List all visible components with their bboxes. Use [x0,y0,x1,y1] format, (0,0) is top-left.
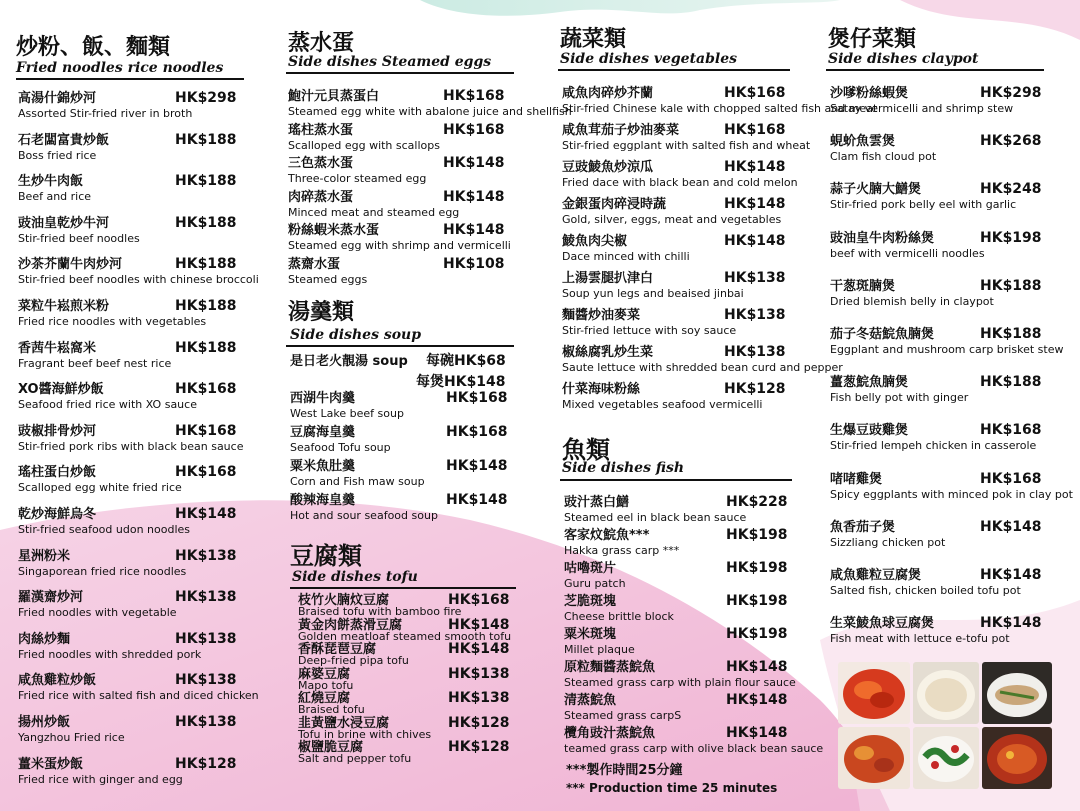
dish-name: 瑤柱蛋白炒飯 [18,465,97,481]
dish-price: HK$138 [175,630,237,647]
dish-name: 肉碎蒸水蛋 [288,189,354,205]
dish-english-name: West Lake beef soup [290,407,404,420]
dish-price: HK$128 [448,739,510,755]
dish-name: 麻婆豆腐 [298,666,351,682]
dish-english-name: Steamed egg white with abalone juice and shellfish [288,105,572,118]
dish-price: HK$148 [726,725,788,741]
dish-english-name: Stir-fried beef noodles with chinese broccoli [18,273,259,287]
dish-price: HK$148 [448,616,510,633]
dish-english-name: Steamed egg with shrimp and vermicelli [288,239,511,252]
dish-price: HK$168 [980,470,1042,487]
dish-english-name: Singaporean fried rice noodles [18,564,187,578]
dish-price: HK$138 [724,270,786,286]
dish-price: HK$198 [726,560,788,576]
dish-english-name: Stir-fried Chinese kale with chopped salted fish and meat [562,102,878,115]
dish-name: 沙茶芥蘭牛肉炒河 [18,257,123,273]
dish-name: 香酥琵琶豆腐 [298,642,377,657]
dish-name: 鮑汁元貝蒸蛋白 [288,89,380,104]
dish-name: 魚香茄子煲 [830,519,896,535]
dish-english-name: Stir-fried eggplant with salted fish and wheat [562,139,811,152]
dish-name: 薑米蛋炒飯 [18,756,84,772]
dish-english-name: Dace minced with chilli [562,250,690,263]
dish-english-name: Stir-fried seafood udon noodles [18,523,191,536]
section-subtitle: Side dishes claypot [828,51,979,67]
dish-price: HK$168 [980,422,1042,439]
dish-price: HK$188 [175,298,237,314]
dish-name: 菜粒牛崧煎米粉 [18,299,110,314]
dish-price: HK$148 [980,615,1042,632]
dish-english-name: Salted fish, chicken boiled tofu pot [830,584,1021,597]
dish-name: 瑤柱蒸水蛋 [288,122,354,138]
dish-english-name: Hot and sour seafood soup [290,509,438,522]
dish-english-name: Braised tofu [298,703,365,716]
dish-price: HK$168 [446,424,508,440]
dish-name: 咸魚雞粒炒飯 [18,673,97,689]
dish-english-name: Millet plaque [564,643,635,656]
dish-price: HK$128 [175,755,237,772]
dish-english-name: Salt and pepper tofu [298,752,412,765]
dish-price: HK$188 [980,374,1042,391]
dish-name: 星洲粉米 [18,548,71,564]
dish-english-name: Seafood fried rice with XO sauce [18,398,197,412]
section-subtitle: Side dishes tofu [292,569,418,585]
dish-english-name: Beef and rice [18,190,92,204]
dish-name: 香茜牛崧窩米 [18,340,97,356]
dish-name: 咸魚雞粒豆腐煲 [830,568,922,583]
dish-name: 麵醬炒油麥菜 [562,308,641,323]
dish-price: HK$298 [980,85,1042,101]
dish-price: HK$248 [980,181,1042,198]
dish-price: HK$168 [175,381,237,398]
dish-name: 乾炒海鮮烏冬 [18,507,97,522]
dish-price: HK$138 [175,672,237,689]
dish-name: 三色蒸水蛋 [288,156,354,171]
dish-english-name: Assorted Stir-fried river in broth [18,107,193,120]
dish-name: 枝竹火腩炆豆腐 [298,593,390,608]
dish-english-name: Fried rice with ginger and egg [18,772,183,786]
dish-english-name: Fried noodles with vegetable [18,606,177,620]
dish-price: HK$138 [175,714,237,730]
dish-price: HK$168 [175,422,237,439]
section-subtitle: Side dishes fish [562,460,685,476]
dish-english-name: Steamed eel in black bean sauce [564,511,747,524]
dish-name: 欖角豉汁蒸鯇魚 [564,726,656,741]
dish-price: HK$138 [175,547,237,564]
dish-price: HK$198 [726,593,788,609]
dish-english-name: teamed grass carp with olive black bean sauce [564,742,824,755]
dish-price: HK$148 [724,233,786,249]
spicy-shrimp-photo [838,662,910,724]
dish-price: HK$138 [724,344,786,360]
dish-english-name: Fragrant beef beef nest rice [18,356,172,370]
dish-name: 粟米斑塊 [564,627,617,642]
dish-english-name: Eggplant and mushroom carp brisket stew [830,343,1064,356]
dish-price: HK$268 [980,133,1042,150]
section-subtitle: Side dishes Steamed eggs [288,54,492,70]
dish-price: HK$298 [175,90,237,106]
dish-name: 揚州炒飯 [18,715,71,730]
dish-price: HK$168 [443,121,505,138]
dish-english-name: Steamed grass carp with plain flour sauce [564,676,796,689]
dish-name: 薑葱鯇魚腩煲 [830,375,909,391]
dish-english-name: Clam fish cloud pot [830,150,937,164]
dish-english-name: Yangzhou Fried rice [18,731,125,744]
dish-english-name: Stir-fried pork belly eel with garlic [830,198,1017,212]
dish-price: HK$148 [726,692,788,708]
dish-name: 紅燒豆腐 [298,691,351,706]
dish-price: HK$198 [980,229,1042,246]
dish-english-name: Corn and Fish maw soup [290,475,425,488]
dish-english-name: Boss fried rice [18,148,97,162]
dish-name: 粟米魚肚羹 [290,459,356,474]
dish-english-name: Scalloped egg white fried rice [18,481,182,495]
dish-name: 羅漢齋炒河 [18,590,84,606]
dish-name: 粉絲蝦米蒸水蛋 [288,223,380,238]
dish-price: HK$188 [175,214,237,231]
dish-price: HK$168 [724,122,786,138]
dish-price: HK$148 [980,567,1042,583]
dish-price: HK$128 [724,381,786,397]
dish-price: HK$198 [726,527,788,543]
dish-price: HK$168 [175,464,237,481]
dish-price: HK$168 [724,85,786,101]
section-title: 蔬菜類 [560,27,627,52]
dish-english-name: Fish meat with lettuce e-tofu pot [830,632,1010,646]
dish-english-name: Tofu in brine with chives [298,727,432,741]
dish-english-name: Sizzliang chicken pot [830,535,946,549]
congee-photo [913,662,979,724]
dish-price: HK$188 [980,277,1042,294]
dish-english-name: Soup yun legs and beaised jinbai [562,287,744,300]
dish-english-name: Stir-fried lettuce with soy sauce [562,324,737,337]
dish-price: HK$148 [724,196,786,212]
dish-price: HK$148 [446,492,508,508]
chili-stew-photo [982,727,1052,789]
dish-english-name: Steamed grass carpS [564,709,682,722]
dish-price: HK$188 [175,339,237,356]
dish-price: HK$198 [726,626,788,642]
dish-english-name: Braised tofu with bamboo fire [298,605,462,618]
section-title: 湯羹類 [288,300,355,325]
dish-name: 豉油皇牛肉粉絲煲 [830,230,935,246]
dish-english-name: Fried rice with salted fish and diced chicken [18,689,259,703]
dish-english-name: Saute lettuce with shredded bean curd and pepper [562,361,843,374]
dish-price: HK$188 [175,131,237,148]
section-title: 炒粉、飯、麵類 [16,35,171,60]
dish-english-name: Golden meatloaf steamed smooth tofu [298,629,512,643]
dish-price: HK$148 [175,506,237,522]
dish-english-name: Spicy eggplants with minced pok in clay pot [830,487,1073,501]
fried-dish-photo [838,727,910,789]
dish-name: 豉汁蒸白鱔 [564,495,630,510]
dish-name: 原粒麵醬蒸鯇魚 [564,660,656,675]
dish-name: 椒絲腐乳炒生菜 [562,345,654,360]
section-subtitle: Side dishes soup [290,327,422,343]
dish-name: 沙嗲粉絲蝦煲 [830,86,909,101]
dish-name: 咸魚肉碎炒芥蘭 [562,86,654,101]
production-time-note-en: *** Production time 25 minutes [566,781,778,795]
dish-name: 豉油皇乾炒牛河 [18,215,110,231]
dish-english-name: Fried rice noodles with vegetables [18,315,207,328]
dish-price: HK$138 [724,307,786,323]
dish-english-name: Dried blemish belly in claypot [830,294,994,308]
dish-english-name: Stir-fried lempeh chicken in casserole [830,439,1037,453]
dish-name: 啫啫雞煲 [830,471,883,487]
dish-name: 咸魚茸茄子炒油麥菜 [562,123,680,138]
dish-name: 豆腐海皇羹 [290,425,356,440]
dish-price: HK$108 [443,255,505,272]
production-time-note-zh: ***製作時間25分鐘 [566,763,683,778]
dish-english-name: Stir-fried pork ribs with black bean sauce [18,439,244,453]
dish-english-name: Minced meat and steamed egg [288,205,460,219]
dish-name: 石老闆富貴炒飯 [18,132,110,148]
dish-price: HK$148 [443,188,505,205]
dish-english-name: Stir-fried beef noodles [18,231,140,245]
dish-price: HK$148 [448,641,510,657]
dish-name: 高湯什錦炒河 [18,91,97,106]
dish-english-name: Fried dace with black bean and cold melon [562,176,798,189]
dish-english-name: beef with vermicelli noodles [830,246,985,260]
dish-price: HK$148 [446,458,508,474]
dish-name: 生菜鯪魚球豆腐煲 [830,616,935,632]
dish-english-name: Three-color steamed egg [288,172,427,185]
dish-price: HK$138 [448,665,510,682]
dish-price: HK$188 [980,326,1042,342]
dish-price: HK$148 [443,155,505,171]
dish-name: 上湯雲腿扒津白 [562,271,654,286]
dish-english-name: Fried noodles with shredded pork [18,647,202,661]
dish-price: HK$148 [724,159,786,175]
dish-name: 干葱斑腩煲 [830,278,896,294]
dish-price: HK$168 [443,88,505,104]
dish-name: 蒸齋水蛋 [288,256,341,272]
dish-english-name: Fish belly pot with ginger [830,391,969,405]
greens-stirfry-photo [913,727,979,789]
dish-name: 客家炆鯇魚*** [564,528,650,543]
dish-price: HK$168 [448,592,510,608]
dish-name: 鯪魚肉尖椒 [562,234,628,249]
dish-price: HK$138 [175,589,237,606]
section-title: 豆腐類 [290,542,362,570]
dish-name: 芝脆斑塊 [564,594,617,609]
section-title: 蒸水蛋 [288,31,355,56]
dish-name: 清蒸鯇魚 [564,693,617,708]
dish-english-name: Steamed eggs [288,272,368,286]
dish-english-name: Cheese brittle block [564,610,674,623]
dish-english-name: Mixed vegetables seafood vermicelli [562,398,763,411]
dish-name: 金銀蛋肉碎浸時蔬 [562,197,667,212]
steamed-fish-photo [982,662,1052,724]
section-title: 煲仔菜類 [828,27,917,52]
dish-price: HK$148 [443,222,505,238]
dish-name: 西湖牛肉羹 [290,391,356,406]
section-subtitle: Fried noodles rice noodles [16,60,224,76]
dish-name: 生爆豆豉雞煲 [830,423,909,439]
dish-english-name: Satay vermicelli and shrimp stew [830,102,1014,115]
dish-name: 蒜子火腩大鱔煲 [830,182,922,198]
dish-english-name: Hakka grass carp *** [564,544,680,557]
dish-english-name: Seafood Tofu soup [290,441,391,454]
dish-name: 蜆蚧魚雲煲 [830,134,896,150]
dish-name: 豉椒排骨炒河 [18,423,97,439]
dish-english-name: Scalloped egg with scallops [288,138,440,152]
daily-soup-pot-price: 每煲HK$148 [416,374,506,390]
dish-price: HK$128 [448,714,510,731]
dish-price: HK$188 [175,173,237,190]
dish-name: 茄子冬菇鯇魚腩煲 [830,327,935,342]
dish-name: 什菜海味粉絲 [562,382,641,397]
dish-price: HK$148 [726,659,788,675]
dish-english-name: Guru patch [564,577,626,590]
section-title: 魚類 [562,436,610,464]
dish-name: 黃金肉餅蒸滑豆腐 [298,617,403,633]
dish-name: XO醬海鮮炒飯 [18,382,104,398]
dish-price: HK$188 [175,256,237,273]
daily-soup-name: 是日老火靚湯 soup [290,354,408,369]
dish-price: HK$148 [980,518,1042,535]
section-subtitle: Side dishes vegetables [560,51,738,67]
dish-name: 生炒牛肉飯 [18,174,84,190]
dish-name: 椒鹽脆豆腐 [298,740,364,755]
dish-name: 韭黃鹽水浸豆腐 [298,715,390,731]
dish-name: 酸辣海皇羹 [290,493,356,508]
dish-english-name: Deep-fried pipa tofu [298,654,409,667]
dish-price: HK$138 [448,690,510,706]
dish-english-name: Gold, silver, eggs, meat and vegetables [562,213,782,226]
dish-name: 肉絲炒麵 [18,631,71,647]
dish-english-name: Mapo tofu [298,678,354,692]
dish-name: 咕嚕斑片 [564,561,617,576]
dish-name: 豆豉鯪魚炒涼瓜 [562,160,654,175]
dish-price: HK$228 [726,494,788,510]
daily-soup-bowl-price: 每碗HK$68 [426,353,506,369]
dish-price: HK$168 [446,390,508,406]
